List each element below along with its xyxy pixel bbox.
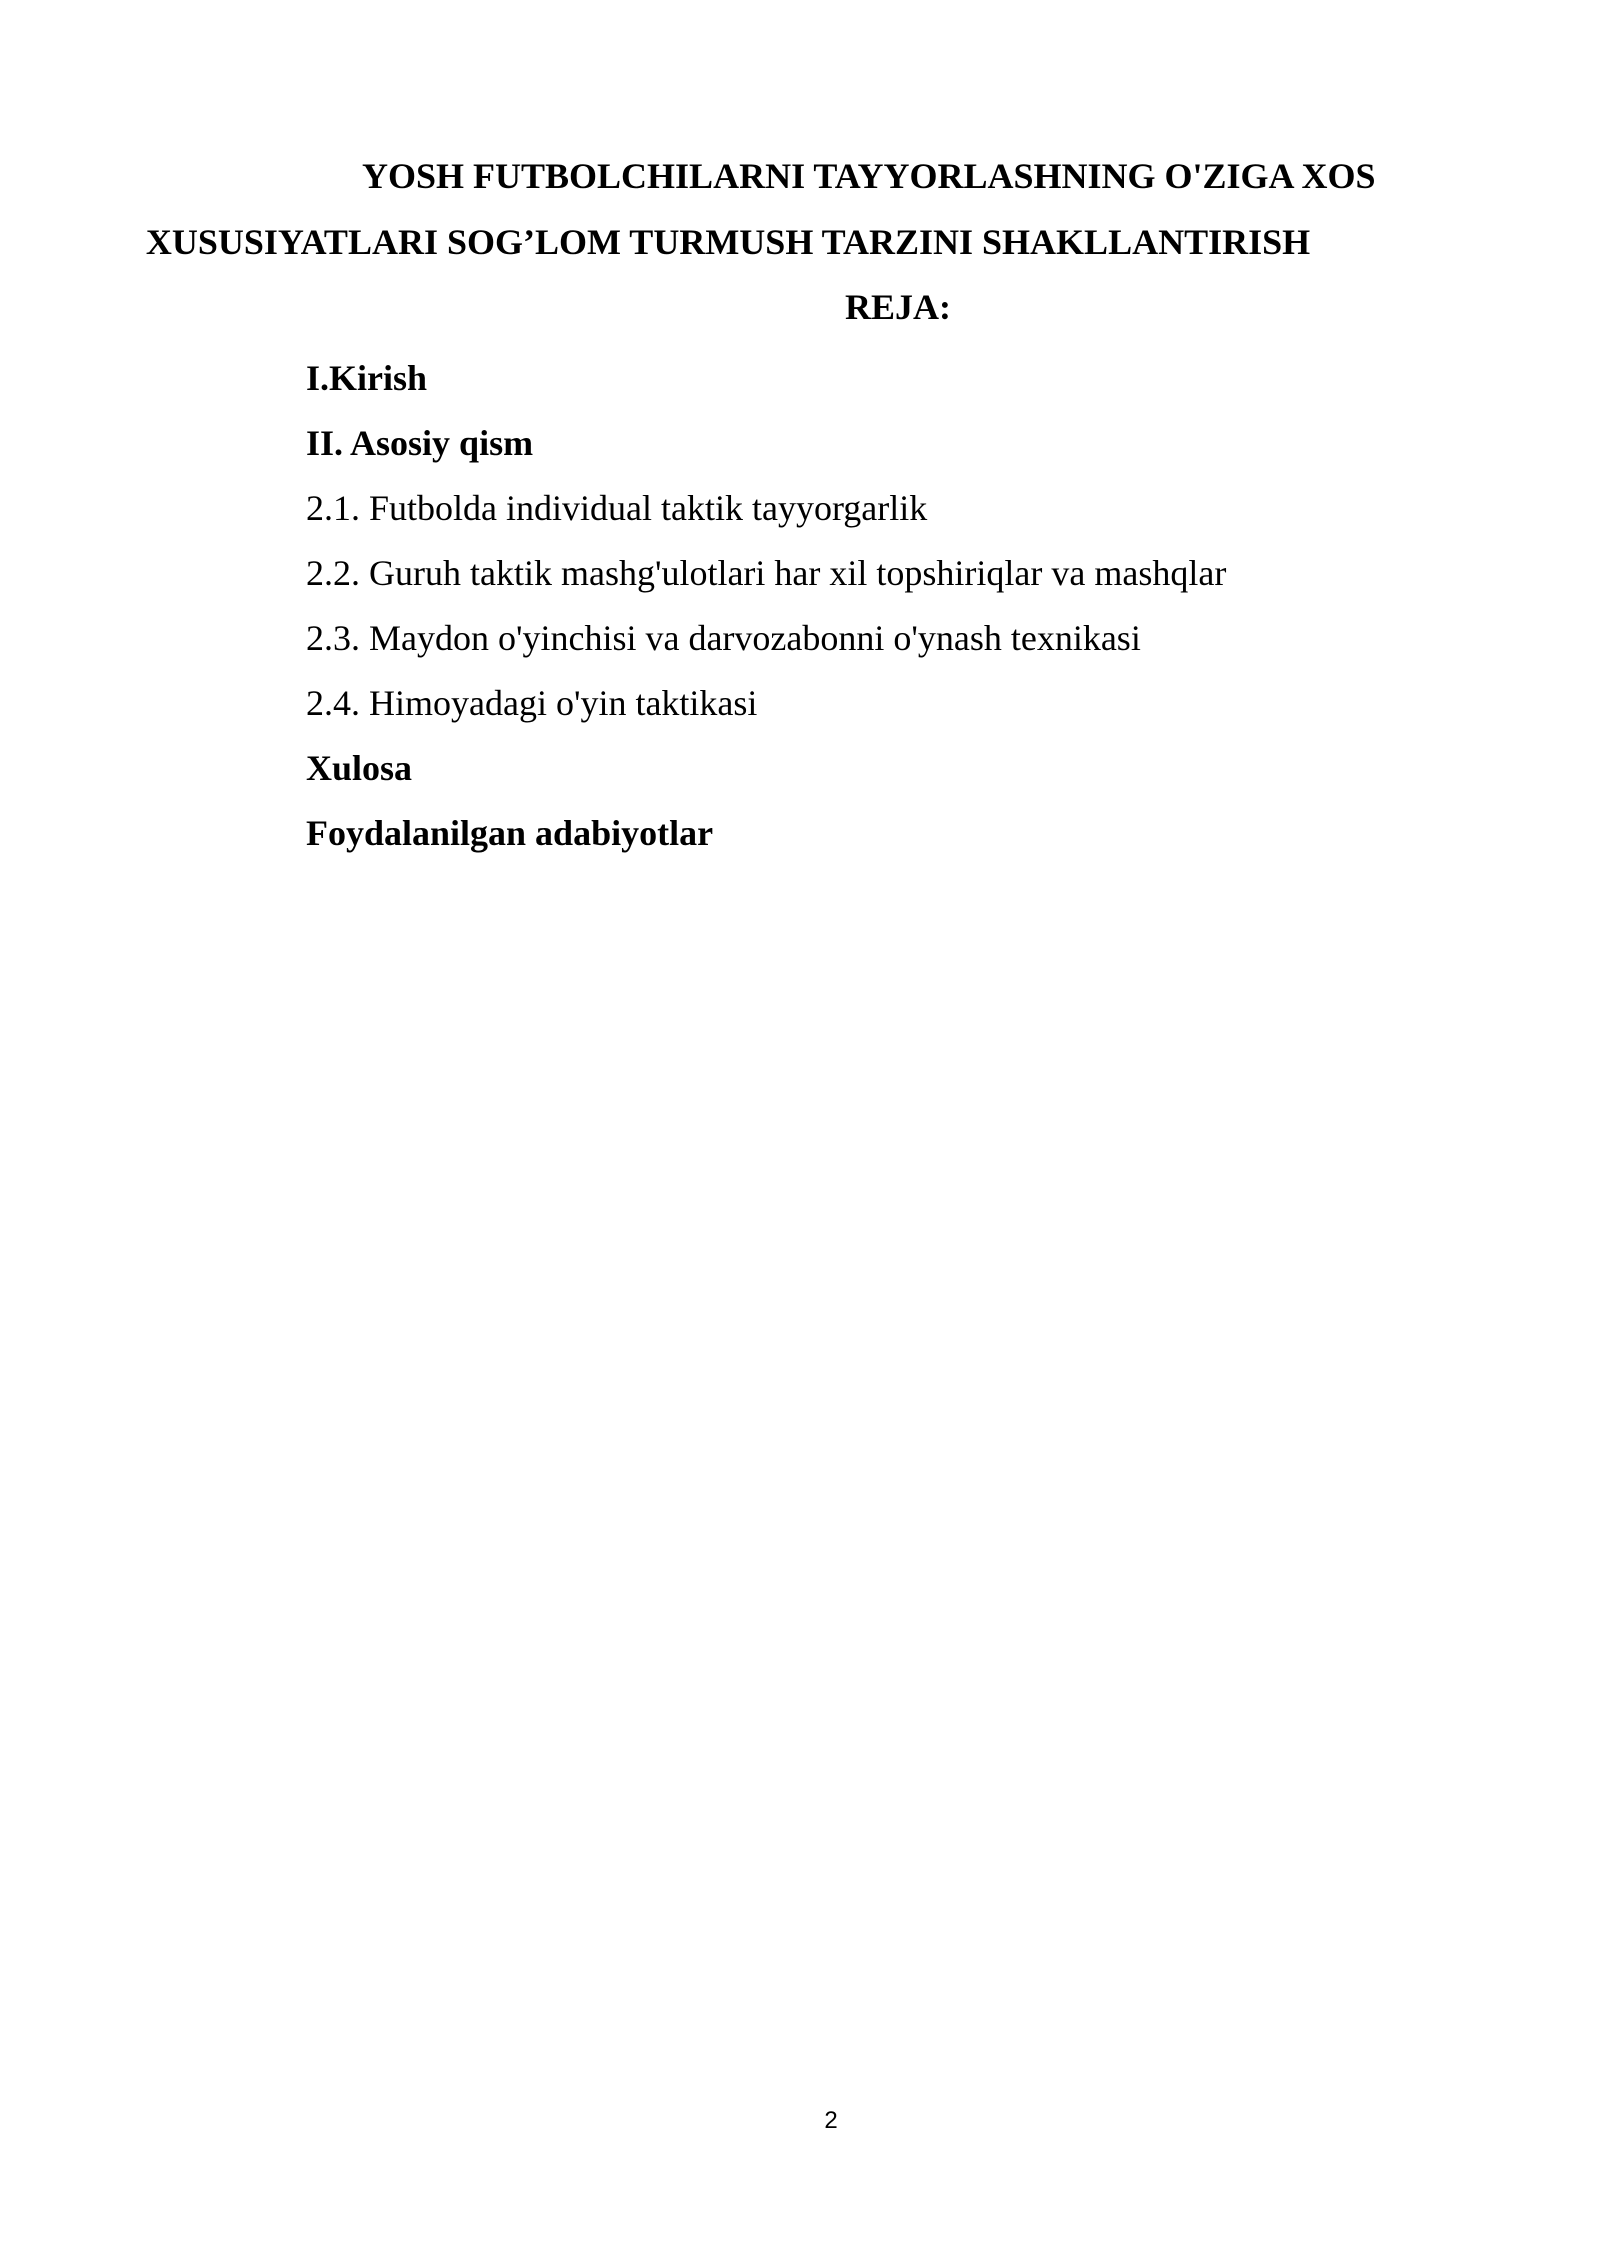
plan-heading-text: REJA: bbox=[845, 287, 951, 327]
plan-item-conclusion: Xulosa bbox=[306, 748, 413, 788]
plan-item-references: Foydalanilgan adabiyotlar bbox=[306, 813, 714, 853]
plan-item-2-4: 2.4. Himoyadagi o'yin taktikasi bbox=[306, 683, 758, 723]
plan-item-2-2: 2.2. Guruh taktik mashg'ulotlari har xil topshiriqlar va mashqlar bbox=[306, 553, 1227, 593]
plan-item-main-part: II. Asosiy qism bbox=[306, 423, 534, 463]
plan-item-introduction: I.Kirish bbox=[306, 358, 428, 398]
plan-item-2-1: 2.1. Futbolda individual taktik tayyorgarlik bbox=[306, 488, 928, 528]
title-line-2-text: XUSUSIYATLARI SOG’LOM TURMUSH TARZINI SHAKLLANTIRISH bbox=[145, 222, 1311, 262]
title-line-1: YOSH FUTBOLCHILARNI TAYYORLASHNING O'ZIGA XOS bbox=[362, 156, 1376, 196]
title-line-2 bbox=[0, 220, 1600, 264]
page-number: 2 bbox=[824, 2107, 838, 2134]
plan-heading bbox=[0, 285, 1600, 329]
plan-item-2-3: 2.3. Maydon o'yinchisi va darvozabonni o'ynash texnikasi bbox=[306, 618, 1141, 658]
plan-list bbox=[306, 346, 1226, 866]
